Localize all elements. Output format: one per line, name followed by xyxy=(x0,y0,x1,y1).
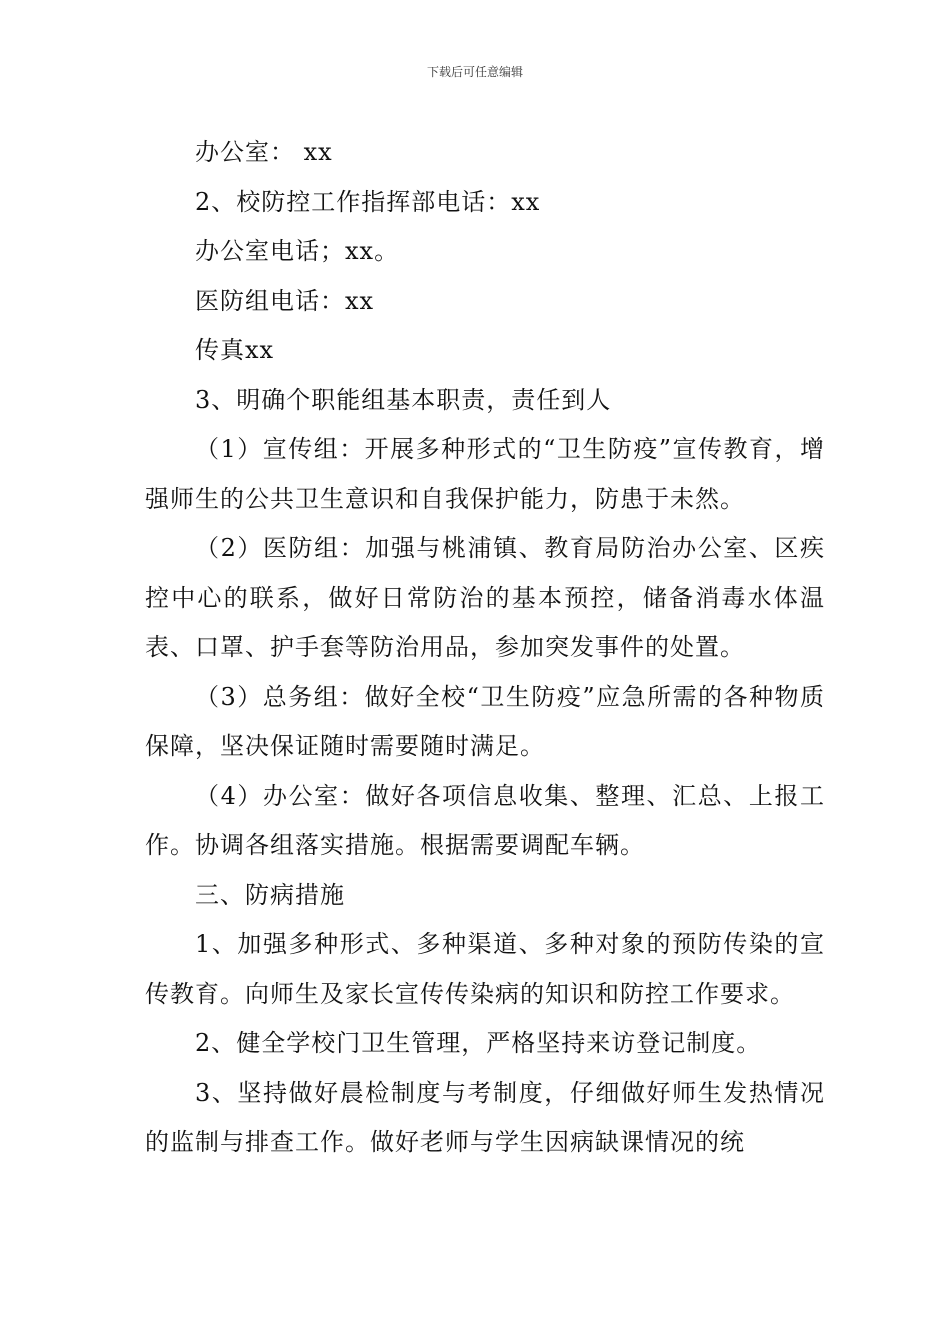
paragraph-office-phone: 办公室电话；xx。 xyxy=(195,237,400,265)
paragraph-publicity-group: （1）宣传组：开展多种形式的“卫生防疫”宣传教育，增强师生的公共卫生意识和自我保护能力，防患于未然。 xyxy=(145,435,825,513)
paragraph-duties-heading: 3、明确个职能组基本职责，责任到人 xyxy=(195,385,612,414)
document-body xyxy=(145,128,825,1168)
paragraph-prevention-3: 3、坚持做好晨检制度与考制度，仔细做好师生发热情况的监制与排查工作。做好老师与学生因病缺课情况的统 xyxy=(145,1078,825,1156)
section-heading-prevention: 三、防病措施 xyxy=(195,880,345,909)
paragraph-medical-group: （2）医防组：加强与桃浦镇、教育局防治办公室、区疾控中心的联系，做好日常防治的基本预控，储备消毒水体温表、口罩、护手套等防治用品，参加突发事件的处置。 xyxy=(145,534,825,661)
paragraph-prevention-1: 1、加强多种形式、多种渠道、多种对象的预防传染的宣传教育。向师生及家长宣传传染病的知识和防控工作要求。 xyxy=(145,930,825,1008)
page-header-note: 下载后可任意编辑 xyxy=(426,65,523,79)
paragraph-office-group: （4）办公室：做好各项信息收集、整理、汇总、上报工作。协调各组落实措施。根据需要调配车辆。 xyxy=(145,781,825,859)
paragraph-medical-phone: 医防组电话：xx xyxy=(195,286,375,315)
paragraph-command-phone: 2、校防控工作指挥部电话：xx xyxy=(195,187,541,216)
paragraph-office: 办公室： xx xyxy=(195,138,333,166)
paragraph-prevention-2: 2、健全学校门卫生管理，严格坚持来访登记制度。 xyxy=(195,1029,762,1057)
paragraph-general-affairs-group: （3）总务组：做好全校“卫生防疫”应急所需的各种物质保障，坚决保证随时需要随时满足。 xyxy=(145,682,825,760)
paragraph-fax: 传真xx xyxy=(195,336,275,364)
